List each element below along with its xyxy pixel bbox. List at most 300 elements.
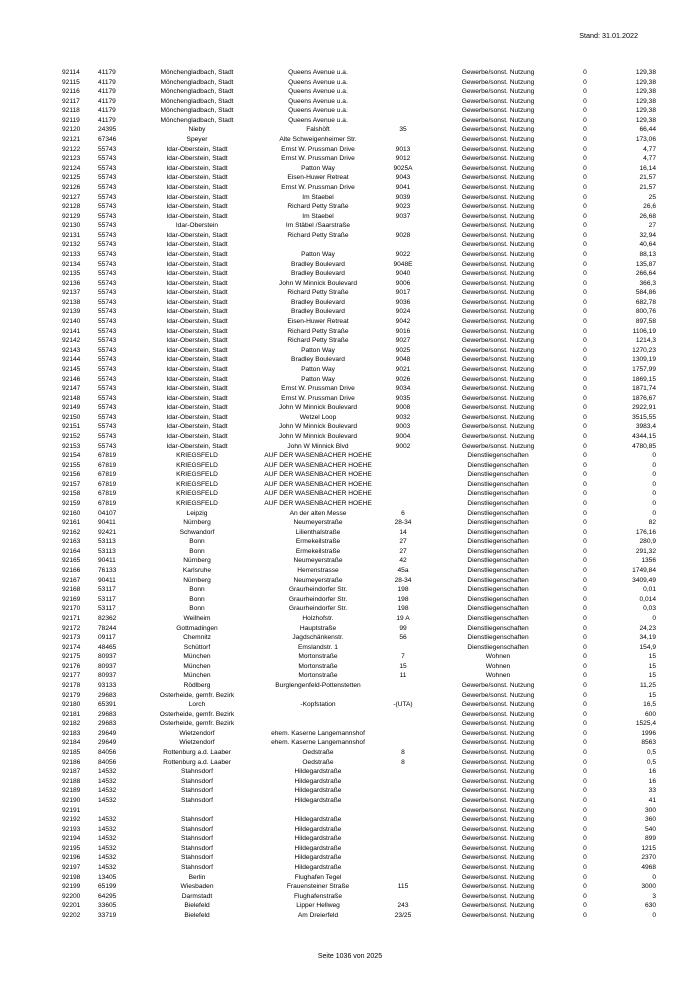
cell-area-value: 1356 [641, 557, 656, 565]
cell-house-number: 99 [399, 624, 407, 632]
cell-street: Hildegardstraße [294, 816, 342, 824]
cell-house-number [378, 825, 428, 835]
cell-city: Nürnberg [183, 519, 211, 527]
cell-row-id: 92148 [62, 394, 81, 402]
table-row [62, 767, 656, 777]
cell-value-count: 0 [583, 69, 587, 76]
cell-house-number: 7 [401, 653, 405, 661]
cell-value-count: 0 [583, 863, 587, 871]
table-row [62, 815, 656, 825]
cell-value-count: 0 [583, 605, 587, 613]
cell-usage-type: Dienstliegenschaften [467, 461, 529, 469]
cell-area-value: 0,01 [643, 586, 656, 594]
cell-area-value: 3515,55 [632, 413, 656, 421]
cell-street: Bradley Boulevard [291, 356, 345, 364]
cell-postal-code: 41179 [98, 78, 116, 86]
cell-value-count: 0 [583, 97, 587, 105]
table-row [62, 566, 656, 576]
cell-house-number: 9035 [395, 394, 411, 402]
cell-area-value: 0 [652, 490, 656, 498]
cell-area-value: 15 [648, 691, 656, 699]
cell-street: Richard Petty Straße [287, 231, 349, 239]
cell-city: Idar-Oberstein, Stadt [166, 164, 228, 172]
cell-postal-code: 55743 [98, 212, 117, 220]
cell-street: Queens Avenue u.a. [288, 107, 348, 115]
table-row [62, 738, 656, 748]
cell-house-number [378, 68, 428, 78]
cell-area-value: 280,9 [639, 538, 656, 546]
cell-city: Mönchengladbach, Stadt [160, 97, 234, 105]
cell-house-number: 9037 [395, 212, 411, 220]
cell-usage-type: Dienstliegenschaften [467, 576, 529, 584]
cell-house-number: 9026 [395, 375, 411, 383]
cell-area-value: 173,06 [635, 136, 656, 144]
cell-row-id: 92198 [62, 873, 81, 881]
cell-value-count: 0 [583, 318, 587, 326]
table-row [62, 461, 656, 471]
cell-house-number [378, 767, 428, 777]
cell-row-id: 92135 [62, 270, 81, 278]
cell-city: Bonn [189, 547, 205, 555]
cell-postal-code: 14532 [98, 844, 117, 852]
cell-street: Oedstraße [302, 758, 334, 766]
table-row [62, 624, 656, 634]
cell-postal-code: 55743 [98, 164, 117, 172]
cell-value-count: 0 [583, 567, 587, 575]
cell-street [258, 240, 378, 250]
cell-street: Flughafenstraße [293, 892, 342, 900]
cell-area-value: 15 [648, 672, 656, 680]
cell-row-id: 92158 [62, 490, 81, 498]
cell-usage-type: Gewerbe/sonst. Nutzung [461, 222, 535, 230]
table-row [62, 882, 656, 892]
cell-house-number: 9012 [395, 155, 411, 163]
cell-usage-type: Gewerbe/sonst. Nutzung [461, 145, 535, 153]
cell-postal-code: 29683 [98, 691, 117, 699]
cell-postal-code: 33605 [98, 902, 117, 910]
cell-usage-type: Gewerbe/sonst. Nutzung [461, 796, 535, 804]
cell-row-id: 92129 [62, 212, 81, 220]
table-row [62, 643, 656, 653]
table-row [62, 451, 656, 461]
cell-house-number: 9025A [393, 164, 413, 172]
cell-postal-code: 55743 [98, 337, 117, 345]
cell-usage-type: Gewerbe/sonst. Nutzung [461, 413, 535, 421]
cell-row-id: 92146 [62, 375, 81, 383]
cell-postal-code: 80937 [98, 672, 117, 680]
cell-house-number: 9043 [395, 174, 411, 182]
cell-house-number: 9006 [395, 279, 411, 287]
cell-house-number [378, 729, 428, 739]
table-row [62, 719, 656, 729]
cell-row-id: 92114 [62, 69, 80, 76]
cell-value-count: 0 [583, 116, 587, 124]
cell-postal-code: 53117 [98, 605, 116, 613]
table-row [62, 537, 656, 547]
cell-usage-type: Gewerbe/sonst. Nutzung [461, 346, 535, 354]
cell-area-value: 129,38 [635, 69, 656, 76]
cell-house-number: 9016 [395, 327, 411, 335]
cell-row-id: 92177 [62, 672, 81, 680]
cell-city: Schwandorf [179, 528, 215, 536]
cell-postal-code: 41179 [98, 116, 116, 124]
cell-value-count: 0 [583, 595, 587, 603]
cell-city: Bielefeld [184, 911, 210, 919]
cell-value-count: 0 [583, 404, 587, 412]
cell-value-count: 0 [583, 385, 587, 393]
cell-value-count: 0 [583, 145, 587, 153]
cell-city: Idar-Oberstein, Stadt [166, 442, 228, 450]
cell-city: Idar-Oberstein, Stadt [166, 308, 228, 316]
cell-city: Gottmadingen [176, 624, 218, 632]
cell-value-count: 0 [583, 212, 587, 220]
cell-street: Flughafen Tegel [294, 873, 342, 881]
cell-street: Queens Avenue u.a. [288, 116, 348, 124]
cell-postal-code: 29683 [98, 720, 117, 728]
cell-house-number [378, 691, 428, 701]
property-table [62, 68, 656, 920]
cell-usage-type: Gewerbe/sonst. Nutzung [461, 710, 535, 718]
cell-street: Queens Avenue u.a. [288, 78, 348, 86]
cell-usage-type: Gewerbe/sonst. Nutzung [461, 298, 535, 306]
cell-row-id: 92172 [62, 624, 81, 632]
cell-postal-code: 55743 [98, 203, 117, 211]
cell-house-number: 15 [399, 662, 407, 670]
cell-city: Leipzig [186, 509, 208, 517]
cell-postal-code: 55743 [98, 250, 117, 258]
table-row [62, 853, 656, 863]
cell-house-number: 28-34 [394, 519, 412, 527]
cell-value-count: 0 [583, 806, 587, 814]
cell-postal-code: 80937 [98, 662, 117, 670]
cell-street: Ernst W. Prussman Drive [281, 394, 355, 402]
cell-house-number [378, 489, 428, 499]
cell-street: AUF DER WASENBACHER HOEHE [264, 452, 372, 460]
cell-row-id: 92116 [62, 88, 80, 96]
cell-usage-type: Gewerbe/sonst. Nutzung [461, 107, 535, 115]
cell-postal-code: 55743 [98, 327, 117, 335]
cell-row-id: 92176 [62, 662, 81, 670]
cell-usage-type: Gewerbe/sonst. Nutzung [461, 193, 535, 201]
table-row [62, 288, 656, 298]
cell-area-value: 1270,23 [632, 346, 656, 354]
cell-row-id: 92151 [62, 423, 81, 431]
cell-postal-code: 14532 [98, 768, 117, 776]
cell-area-value: 21,57 [639, 174, 656, 182]
cell-area-value: 4344,15 [632, 432, 656, 440]
cell-house-number [378, 796, 428, 806]
cell-row-id: 92193 [62, 825, 81, 833]
cell-street: Neumeyerstraße [293, 576, 343, 584]
cell-area-value: 600 [644, 710, 656, 718]
cell-street: Ernst W. Prussman Drive [281, 385, 355, 393]
cell-postal-code: 67346 [98, 136, 117, 144]
cell-usage-type: Gewerbe/sonst. Nutzung [461, 279, 535, 287]
table-row [62, 585, 656, 595]
cell-usage-type: Dienstliegenschaften [467, 452, 529, 460]
cell-street: Hildegardstraße [294, 796, 342, 804]
table-row [62, 873, 656, 883]
cell-city: Osterheide, gemfr. Bezirk [159, 691, 235, 699]
cell-postal-code: 33719 [98, 911, 117, 919]
cell-street: -Kopfstation [300, 701, 336, 709]
cell-area-value: 630 [644, 902, 656, 910]
cell-row-id: 92154 [62, 452, 81, 460]
cell-house-number: 9048 [395, 356, 411, 364]
cell-street: John W Minnick Boulevard [278, 423, 358, 431]
cell-street: AUF DER WASENBACHER HOEHE [264, 461, 372, 469]
cell-usage-type: Dienstliegenschaften [467, 567, 529, 575]
cell-city: Idar-Oberstein, Stadt [166, 270, 228, 278]
cell-value-count: 0 [583, 796, 587, 804]
cell-postal-code: 55743 [98, 423, 117, 431]
cell-house-number: 9023 [395, 203, 411, 211]
cell-usage-type: Gewerbe/sonst. Nutzung [461, 260, 535, 268]
cell-row-id: 92186 [62, 758, 81, 766]
cell-area-value: 1869,15 [632, 375, 656, 383]
cell-house-number: 9025 [395, 346, 411, 354]
cell-street: Graurheindorfer Str. [288, 586, 348, 594]
cell-street: Eisen-Huwer Retreat [287, 174, 349, 182]
table-row [62, 432, 656, 442]
cell-row-id: 92170 [62, 605, 81, 613]
cell-street [258, 806, 378, 816]
cell-value-count: 0 [583, 758, 587, 766]
cell-usage-type: Gewerbe/sonst. Nutzung [461, 69, 535, 76]
table-row [62, 758, 656, 768]
cell-city: Idar-Oberstein, Stadt [166, 183, 228, 191]
cell-usage-type: Gewerbe/sonst. Nutzung [461, 682, 535, 689]
cell-value-count: 0 [583, 480, 587, 488]
cell-usage-type: Dienstliegenschaften [467, 586, 529, 594]
cell-area-value: 24,23 [639, 624, 656, 632]
cell-area-value: 129,38 [635, 78, 656, 86]
cell-house-number: 35 [399, 126, 407, 134]
cell-row-id: 92168 [62, 586, 81, 594]
cell-street: Patton Way [301, 365, 335, 373]
cell-city: Idar-Oberstein, Stadt [166, 394, 228, 402]
cell-value-count: 0 [583, 452, 587, 460]
cell-value-count: 0 [583, 538, 587, 546]
cell-postal-code: 55743 [98, 308, 117, 316]
cell-postal-code: 55743 [98, 270, 117, 278]
cell-area-value: 41 [648, 796, 656, 804]
cell-street: Hildegardstraße [294, 835, 342, 843]
cell-house-number [378, 240, 428, 250]
cell-street: Graurheindorfer Str. [288, 605, 348, 613]
cell-value-count: 0 [583, 768, 587, 776]
cell-area-value: 1525,4 [635, 720, 656, 728]
cell-area-value: 3983,4 [635, 423, 656, 431]
cell-area-value: 682,78 [635, 298, 656, 306]
cell-value-count: 0 [583, 442, 587, 450]
cell-usage-type: Gewerbe/sonst. Nutzung [461, 729, 535, 737]
cell-city: Nürnberg [183, 557, 211, 565]
cell-value-count: 0 [583, 902, 587, 910]
cell-area-value: 25 [648, 193, 656, 201]
cell-city: Idar-Oberstein, Stadt [166, 193, 228, 201]
cell-usage-type: Gewerbe/sonst. Nutzung [461, 902, 535, 910]
cell-area-value: 2370 [641, 854, 656, 862]
cell-value-count: 0 [583, 375, 587, 383]
cell-row-id: 92126 [62, 183, 81, 191]
cell-city: Idar-Oberstein [175, 222, 219, 230]
cell-area-value: 4,77 [643, 145, 656, 153]
cell-house-number: 9028 [395, 231, 411, 239]
cell-value-count: 0 [583, 892, 587, 900]
cell-area-value: 129,38 [635, 107, 656, 115]
cell-street: Falshöft [306, 126, 330, 134]
cell-usage-type: Gewerbe/sonst. Nutzung [461, 854, 535, 862]
cell-street: Im Staebel [302, 193, 334, 201]
cell-house-number [378, 853, 428, 863]
cell-postal-code: 14532 [98, 825, 117, 833]
cell-city: Stahnsdorf [181, 835, 213, 843]
cell-house-number: 9003 [395, 423, 411, 431]
cell-postal-code: 76133 [98, 567, 117, 575]
cell-row-id: 92152 [62, 432, 81, 440]
cell-usage-type: Dienstliegenschaften [467, 557, 529, 565]
cell-house-number [378, 815, 428, 825]
table-row [62, 480, 656, 490]
cell-postal-code: 09117 [98, 634, 116, 642]
cell-street: Queens Avenue u.a. [288, 88, 348, 96]
cell-area-value: 0 [652, 480, 656, 488]
cell-house-number: 9017 [395, 289, 411, 297]
cell-value-count: 0 [583, 854, 587, 862]
cell-city: Idar-Oberstein, Stadt [166, 289, 228, 297]
cell-value-count: 0 [583, 787, 587, 795]
cell-value-count: 0 [583, 107, 587, 115]
cell-postal-code: 14532 [98, 854, 117, 862]
cell-area-value: 88,13 [639, 250, 656, 258]
cell-area-value: 129,38 [635, 116, 656, 124]
table-row [62, 777, 656, 787]
cell-street: Mortonstraße [298, 653, 338, 661]
cell-postal-code: 24395 [98, 126, 117, 134]
cell-street: Richard Petty Straße [287, 203, 349, 211]
cell-value-count: 0 [583, 136, 587, 144]
property-table-body [62, 68, 656, 920]
table-row [62, 346, 656, 356]
cell-area-value: 800,76 [635, 308, 656, 316]
table-row [62, 240, 656, 250]
cell-value-count: 0 [583, 260, 587, 268]
cell-house-number: 27 [399, 547, 407, 555]
cell-street: Bradley Boulevard [291, 270, 345, 278]
cell-street: Hildegardstraße [294, 825, 342, 833]
cell-street: Queens Avenue u.a. [288, 69, 348, 76]
cell-area-value: 16,14 [639, 164, 656, 172]
cell-value-count: 0 [583, 624, 587, 632]
cell-postal-code: 55743 [98, 346, 117, 354]
cell-row-id: 92191 [62, 806, 81, 814]
cell-postal-code: 41179 [98, 97, 116, 105]
cell-area-value: 3409,49 [632, 576, 656, 584]
cell-house-number: 56 [399, 634, 407, 642]
cell-area-value: 291,32 [635, 547, 656, 555]
cell-value-count: 0 [583, 653, 587, 661]
cell-usage-type: Gewerbe/sonst. Nutzung [461, 825, 535, 833]
cell-street: Patton Way [301, 346, 335, 354]
cell-city: Idar-Oberstein, Stadt [166, 365, 228, 373]
cell-value-count: 0 [583, 729, 587, 737]
cell-area-value: 1996 [641, 729, 656, 737]
cell-usage-type: Wohnen [485, 672, 511, 680]
cell-value-count: 0 [583, 586, 587, 594]
cell-street: AUF DER WASENBACHER HOEHE [264, 480, 372, 488]
table-row [62, 202, 656, 212]
cell-value-count: 0 [583, 327, 587, 335]
cell-value-count: 0 [583, 835, 587, 843]
cell-row-id: 92136 [62, 279, 81, 287]
cell-row-id: 92187 [62, 768, 81, 776]
cell-street: Alte Schweigenheimer Str. [279, 136, 357, 144]
table-row [62, 834, 656, 844]
cell-city: Stahnsdorf [181, 768, 213, 776]
cell-value-count: 0 [583, 164, 587, 172]
cell-usage-type: Gewerbe/sonst. Nutzung [461, 289, 535, 297]
cell-street: AUF DER WASENBACHER HOEHE [264, 490, 372, 498]
table-row [62, 365, 656, 375]
cell-postal-code: 55743 [98, 365, 117, 373]
cell-street: Bradley Boulevard [291, 308, 345, 316]
cell-usage-type: Gewerbe/sonst. Nutzung [461, 892, 535, 900]
cell-usage-type: Gewerbe/sonst. Nutzung [461, 816, 535, 824]
cell-street: John W Minnick Blvd [287, 442, 349, 450]
cell-street: Hildegardstraße [294, 777, 342, 785]
table-row [62, 556, 656, 566]
cell-value-count: 0 [583, 844, 587, 852]
cell-house-number: 9021 [395, 365, 411, 373]
cell-postal-code: 55743 [98, 279, 117, 287]
cell-usage-type: Dienstliegenschaften [467, 643, 529, 651]
cell-row-id: 92162 [62, 528, 81, 536]
cell-house-number: 115 [397, 883, 409, 891]
cell-value-count: 0 [583, 519, 587, 527]
cell-value-count: 0 [583, 883, 587, 891]
cell-area-value: 16 [648, 768, 656, 776]
cell-postal-code: 64295 [98, 892, 117, 900]
cell-usage-type: Gewerbe/sonst. Nutzung [461, 183, 535, 191]
cell-street: Herrenstrasse [297, 567, 339, 575]
cell-house-number [378, 844, 428, 854]
cell-street: Richard Petty Straße [287, 337, 349, 345]
table-row [62, 729, 656, 739]
table-row [62, 892, 656, 902]
cell-postal-code: 82362 [98, 614, 117, 622]
cell-city: Idar-Oberstein, Stadt [166, 413, 228, 421]
cell-area-value: 0 [652, 461, 656, 469]
table-row [62, 269, 656, 279]
cell-row-id: 92178 [62, 682, 81, 689]
table-row [62, 662, 656, 672]
cell-city: Stahnsdorf [181, 787, 213, 795]
cell-house-number [378, 116, 428, 126]
cell-house-number: 8 [401, 749, 405, 757]
cell-usage-type: Gewerbe/sonst. Nutzung [461, 385, 535, 393]
cell-area-value: 540 [644, 825, 656, 833]
cell-usage-type: Gewerbe/sonst. Nutzung [461, 356, 535, 364]
table-row [62, 145, 656, 155]
cell-area-value: 16,5 [643, 701, 656, 709]
cell-house-number: 42 [399, 557, 407, 565]
cell-row-id: 92179 [62, 691, 81, 699]
cell-usage-type: Dienstliegenschaften [467, 634, 529, 642]
cell-postal-code: 53117 [98, 586, 116, 594]
table-row [62, 700, 656, 710]
cell-house-number: 9008 [395, 404, 411, 412]
